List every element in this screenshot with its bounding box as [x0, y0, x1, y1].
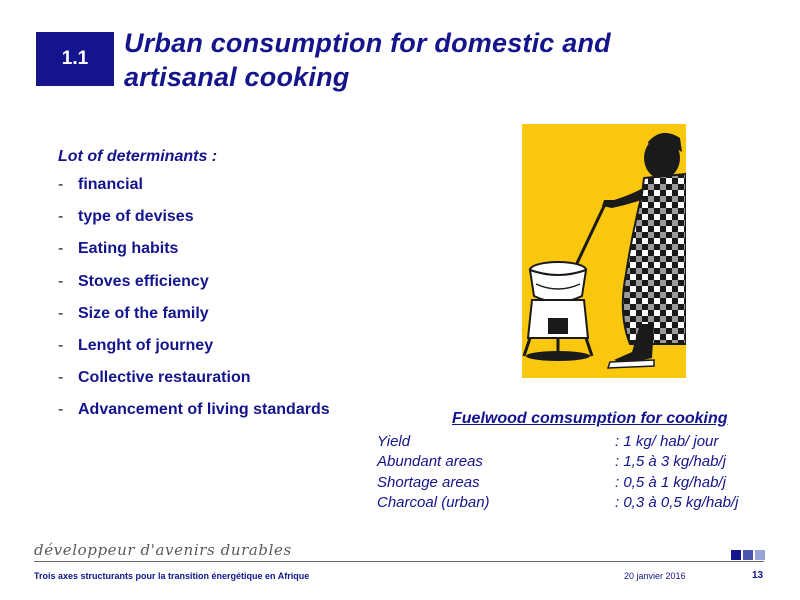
stove-opening [548, 318, 568, 334]
row-value: : 1 kg/ hab/ jour [615, 432, 719, 450]
dash-bullet: - [58, 176, 64, 193]
list-item-label: Eating habits [78, 240, 179, 258]
brand-square [743, 550, 753, 560]
fuelwood-table [377, 431, 738, 513]
list-item [58, 176, 330, 208]
list-item-label: type of devises [78, 208, 194, 226]
dash-bullet: - [58, 336, 64, 354]
list-item-label: Size of the family [78, 304, 209, 322]
fuelwood-heading: Fuelwood comsumption for cooking [452, 410, 728, 427]
footer-divider [34, 561, 764, 562]
footer-date: 20 janvier 2016 [624, 571, 686, 581]
list-item [58, 337, 330, 369]
brand-square [731, 550, 741, 560]
list-item-label: financial [78, 176, 143, 193]
determinants-list [58, 176, 330, 434]
footer-subtitle: Trois axes structurants pour la transition énergétique en Afrique [34, 571, 310, 581]
row-value: : 0,5 à 1 kg/hab/j [615, 473, 726, 491]
slide-title-line-1: Urban consumption for domestic and [124, 28, 611, 58]
brand-signature: développeur d'avenirs durables [34, 541, 296, 559]
row-value: : 1,5 à 3 kg/hab/j [615, 453, 726, 471]
woman-cooking-illustration [522, 124, 686, 378]
dash-bullet: - [58, 272, 64, 290]
section-number-badge [36, 32, 114, 86]
table-row [377, 452, 738, 473]
table-row [377, 472, 738, 493]
dash-bullet: - [58, 208, 64, 226]
list-item [58, 208, 330, 240]
list-item [58, 369, 330, 401]
table-row [377, 493, 738, 514]
list-item [58, 273, 330, 305]
pot-body [530, 270, 586, 302]
determinants-heading: Lot of determinants : [58, 148, 218, 165]
slide-title [124, 26, 744, 94]
row-label: Yield [377, 432, 411, 450]
slide-title-line-2: artisanal cooking [124, 62, 350, 92]
page-number: 13 [752, 570, 764, 581]
brand-square [755, 550, 765, 560]
list-item-label: Stoves efficiency [78, 272, 209, 290]
list-item-label: Lenght of journey [78, 336, 214, 354]
dash-bullet: - [58, 240, 64, 258]
row-label: Abundant areas [377, 453, 483, 471]
list-item-label: Collective restauration [78, 369, 251, 387]
list-item-label: Advancement of living standards [78, 401, 330, 419]
dash-bullet: - [58, 304, 64, 322]
stove-base [526, 351, 590, 361]
row-value: : 0,3 à 0,5 kg/hab/j [615, 494, 739, 512]
dash-bullet: - [58, 401, 64, 419]
dash-bullet: - [58, 369, 64, 387]
table-row [377, 431, 738, 452]
list-item [58, 401, 330, 433]
row-label: Shortage areas [377, 473, 480, 491]
woman-sandal [608, 360, 654, 368]
row-label: Charcoal (urban) [377, 494, 490, 512]
section-number: 1.1 [61, 48, 89, 69]
list-item [58, 305, 330, 337]
list-item [58, 240, 330, 272]
brand-squares [731, 550, 765, 560]
